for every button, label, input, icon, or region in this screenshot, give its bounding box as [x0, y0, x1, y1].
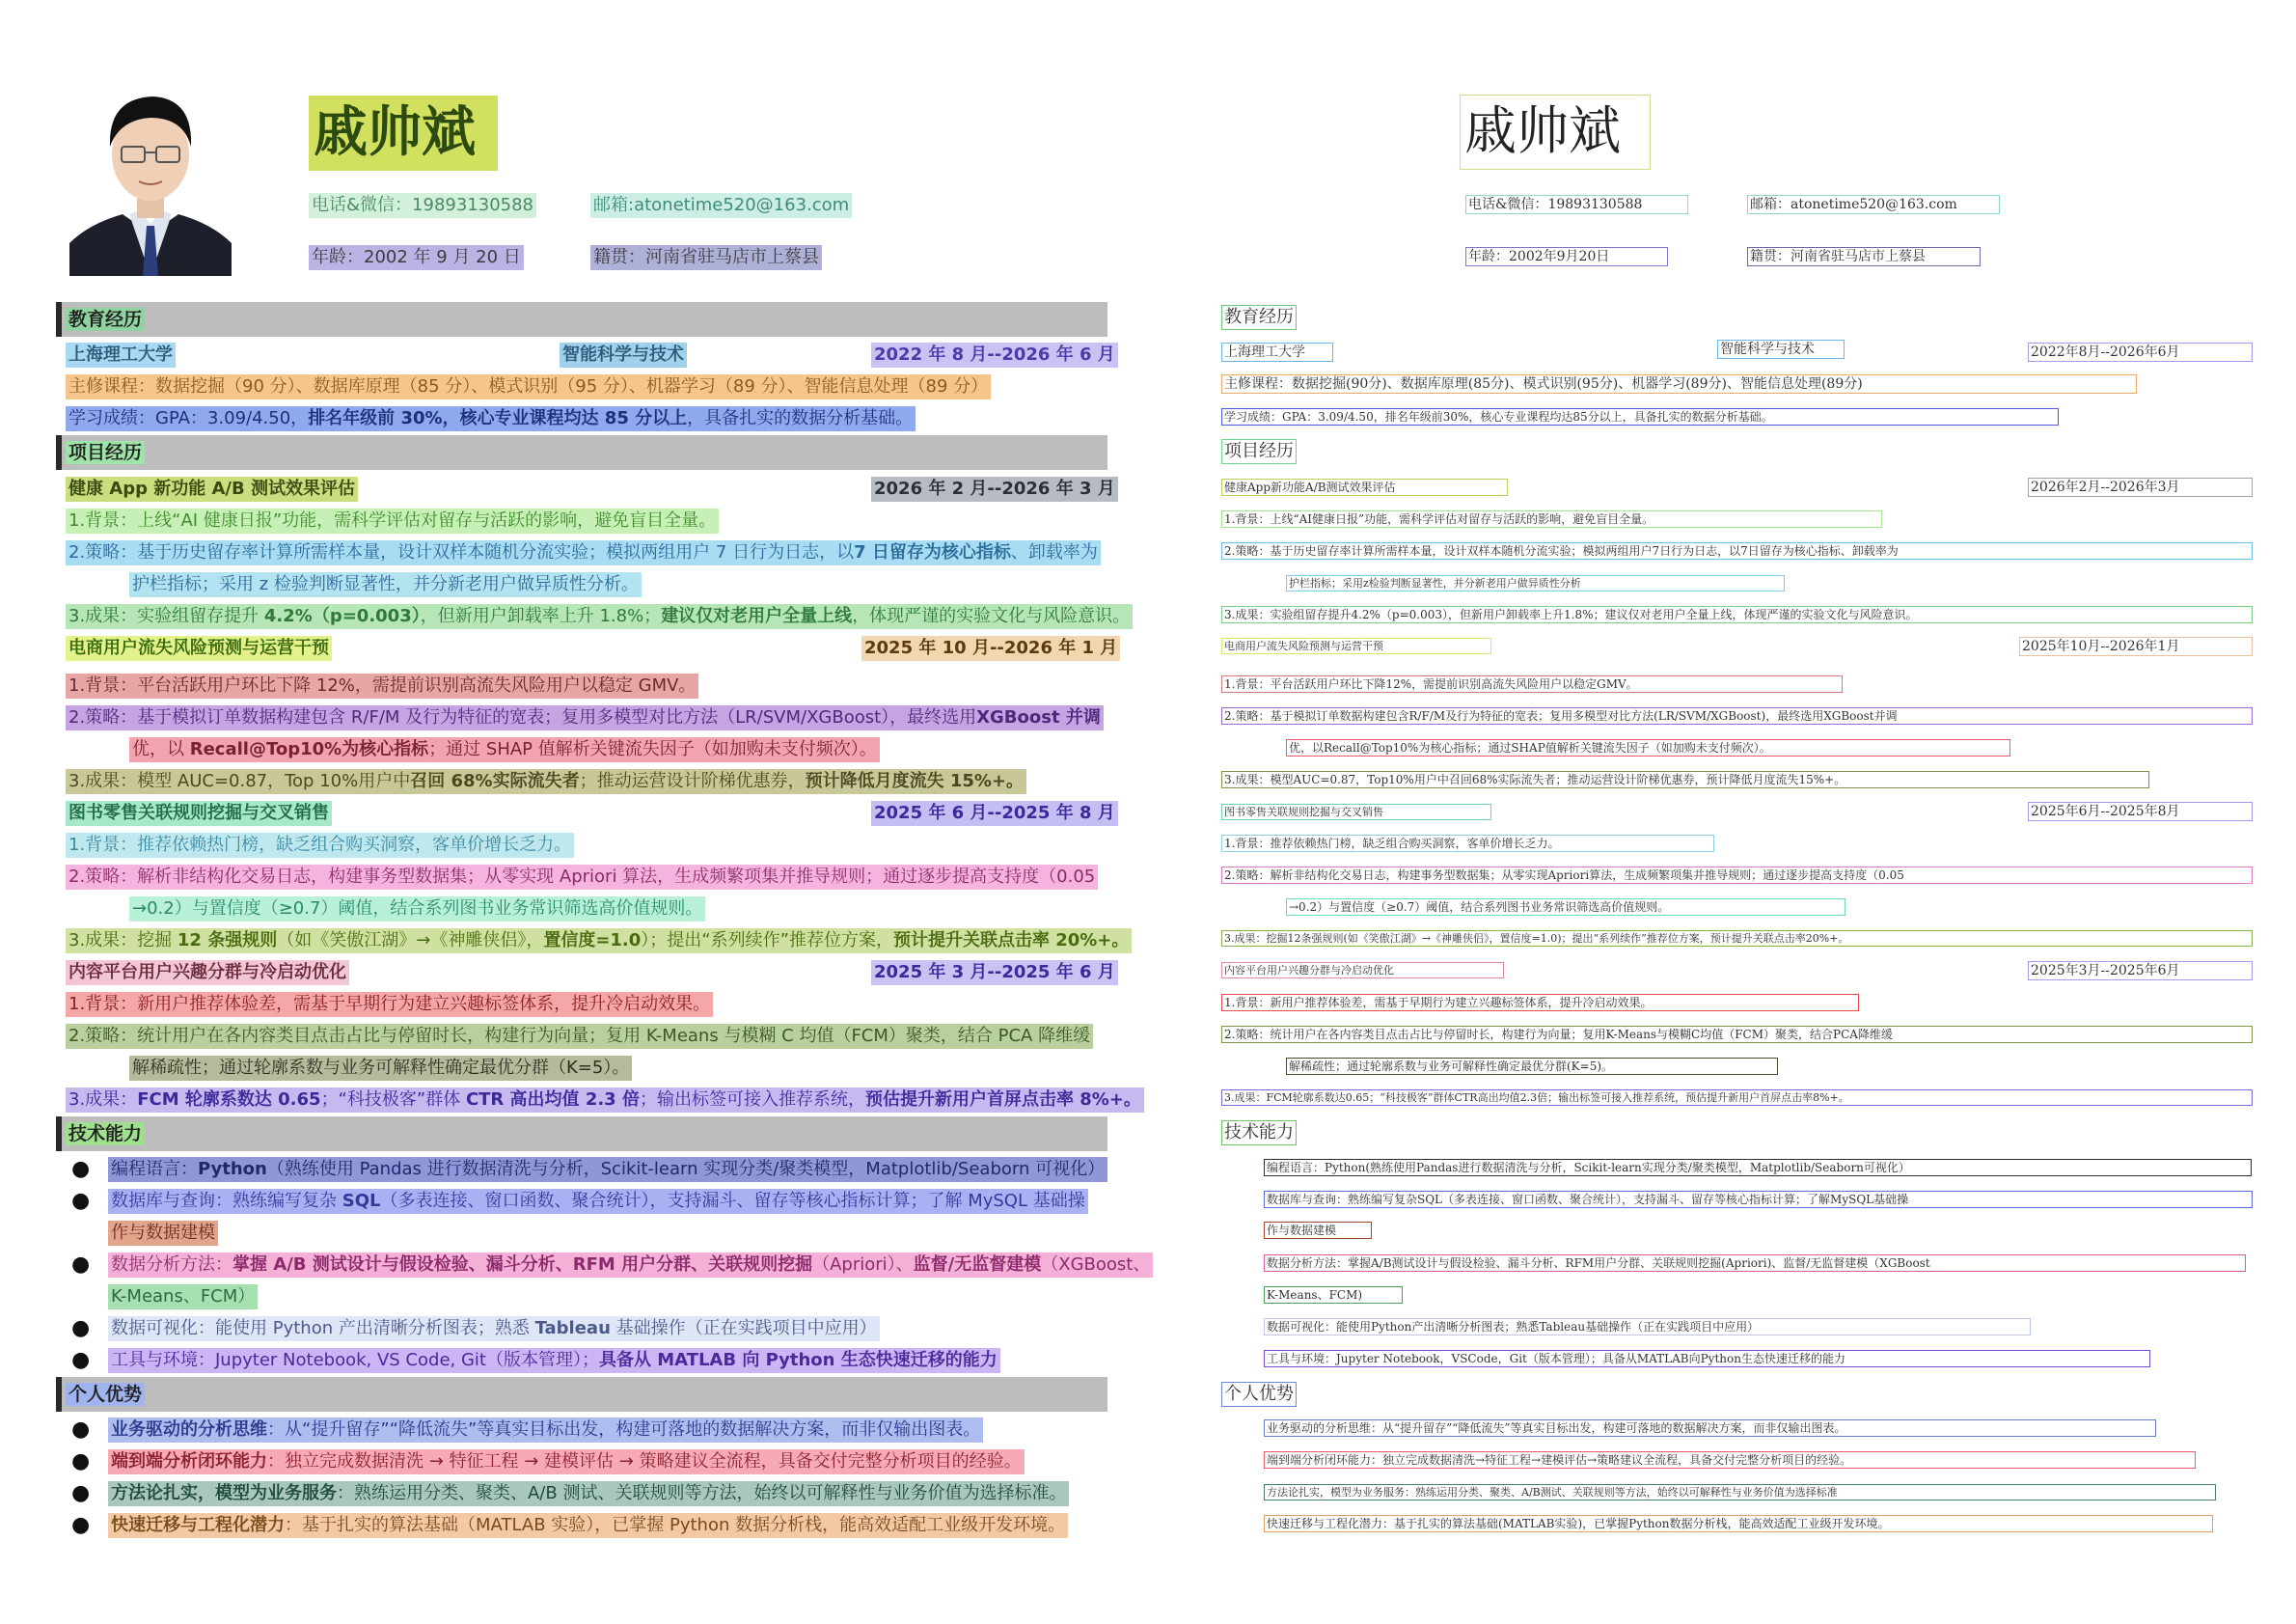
p3-r-b: 12 条强规则 — [177, 930, 278, 950]
right-school: 上海理工大学 — [1221, 343, 1333, 362]
section-title: 项目经历 — [66, 441, 145, 464]
contact-age: 年龄：2002 年 9 月 20 日 — [309, 245, 524, 270]
skill-2-b: SQL — [342, 1191, 381, 1211]
section-bar — [56, 1377, 62, 1412]
right-edu-date: 2022年8月--2026年6月 — [2028, 343, 2253, 362]
p2-r-b: 召回 68%实际流失者 — [410, 771, 580, 791]
adv-1 — [108, 1418, 983, 1443]
right-p4-date: 2025年3月--2025年6月 — [2028, 961, 2253, 980]
right-p2-result: 3.成果：模型AUC=0.87，Top10%用户中召回68%实际流失者；推动运营设计阶梯优惠券，预计降低月度流失15%+。 — [1221, 771, 2149, 788]
right-p3-date: 2025年6月--2025年8月 — [2028, 802, 2253, 821]
p2-s2-c: ；通过 SHAP 值解析关键流失因子（如加购未支付频次）。 — [428, 739, 877, 759]
bullet-icon: ● — [71, 1481, 91, 1505]
right-p4-result: 3.成果：FCM轮廓系数达0.65；“科技极客”群体CTR高出均值2.3倍；输出标签可接入推荐系统，预估提升新用户首屏点击率8%+。 — [1221, 1089, 2253, 1106]
adv-3-b: ：熟练运用分类、聚类、A/B 测试、关联规则等方法，始终以可解释性与业务价值为选择标准。 — [337, 1483, 1067, 1503]
right-adv-2: 端到端分析闭环能力：独立完成数据清洗→特征工程→建模评估→策略建议全流程，具备交付完整分析项目的经验。 — [1264, 1451, 2196, 1469]
adv-3-a: 方法论扎实，模型为业务服务 — [111, 1483, 337, 1503]
section-bar — [56, 302, 62, 337]
p1-r-b: 4.2%（p=0.003） — [263, 606, 421, 626]
p4-r-b: FCM 轮廓系数达 0.65 — [137, 1089, 321, 1110]
right-p2-s-a: 2.策略：基于模拟订单数据构建包含R/F/M及行为特征的宽表；复用多模型对比方法(LR/SVM/XGBoost)，最终选用 — [1224, 709, 1824, 723]
bullet-icon: ● — [71, 1449, 91, 1473]
right-edu-title: 教育经历 — [1221, 305, 1297, 330]
edu-gpa — [66, 406, 916, 431]
skill-5 — [108, 1348, 1000, 1373]
section-title: 教育经历 — [66, 308, 145, 331]
right-p3-name: 图书零售关联规则挖掘与交叉销售 — [1221, 804, 1491, 820]
p1-r-a: 3.成果：实验组留存提升 — [68, 606, 264, 626]
bullet-icon: ● — [71, 1348, 91, 1372]
right-email: 邮箱：atonetime520@163.com — [1747, 195, 2000, 214]
p3-result — [66, 928, 1132, 953]
adv-4-b: ：基于扎实的算法基础（MATLAB 实验），已掌握 Python 数据分析栈，能高效适配工业级开发环境。 — [285, 1515, 1066, 1535]
section-projects — [56, 435, 1107, 470]
right-age: 年龄：2002年9月20日 — [1465, 247, 1668, 266]
p4-r-e: ；输出标签可接入推荐系统， — [639, 1089, 865, 1110]
p3-r-c: （如《笑傲江湖》→《神雕侠侣》， — [277, 930, 544, 950]
right-p4-strategy-2: 解稀疏性；通过轮廓系数与业务可解释性确定最优分群(K=5)。 — [1286, 1058, 1778, 1075]
right-p1-strategy: 2.策略：基于历史留存率计算所需样本量，设计双样本随机分流实验；模拟两组用户7日行为日志，以7日留存为核心指标、卸载率为 — [1221, 542, 2253, 560]
p1-strategy — [66, 540, 1101, 565]
p2-s2-b: Recall@Top10%为核心指标 — [189, 739, 429, 759]
adv-2-b: ：独立完成数据清洗 → 特征工程 → 建模评估 → 策略建议全流程，具备交付完整分析项目的经验。 — [267, 1451, 1022, 1472]
skill-1-b: Python — [198, 1159, 267, 1179]
right-name: 戚帅斌 — [1460, 95, 1651, 170]
adv-2-a: 端到端分析闭环能力 — [111, 1451, 267, 1472]
p1-background: 1.背景：上线“AI 健康日报”功能，需科学评估对留存与活跃的影响，避免盲目全量。 — [66, 509, 719, 534]
section-title: 个人优势 — [66, 1383, 145, 1406]
section-advantages — [56, 1377, 1107, 1412]
p3-background: 1.背景：推荐依赖热门榜，缺乏组合购买洞察，客单价增长乏力。 — [66, 833, 574, 858]
skill-3 — [108, 1252, 1153, 1278]
p3-strategy-2: →0.2）与置信度（≥0.7）阈值，结合系列图书业务常识筛选高价值规则。 — [129, 896, 705, 922]
p4-name: 内容平台用户兴趣分群与冷启动优化 — [66, 960, 349, 985]
right-skill-2: 数据库与查询：熟练编写复杂SQL（多表连接、窗口函数、聚合统计），支持漏斗、留存等核心指标计算；了解MySQL基础操 — [1264, 1191, 2253, 1208]
adv-1-b: ：从“提升留存”“降低流失”等真实目标出发，构建可落地的数据解决方案，而非仅输出图表。 — [267, 1419, 981, 1440]
edu-date: 2022 年 8 月--2026 年 6 月 — [871, 343, 1118, 368]
right-p1-result: 3.成果：实验组留存提升4.2%（p=0.003），但新用户卸载率上升1.8%；建议仅对老用户全量上线，体现严谨的实验文化与风险意识。 — [1221, 606, 2253, 623]
right-p1-date: 2026年2月--2026年3月 — [2028, 478, 2253, 497]
skill-1 — [108, 1157, 1107, 1182]
contact-origin: 籍贯：河南省驻马店市上蔡县 — [590, 245, 822, 270]
right-skill-5: 工具与环境：Jupyter Notebook，VSCode，Git（版本管理）；具备从MATLAB向Python生态快速迁移的能力 — [1264, 1350, 2150, 1367]
section-education — [56, 302, 1107, 337]
edu-major: 智能科学与技术 — [560, 343, 687, 368]
right-p2-bg: 1.背景：平台活跃用户环比下降12%，需提前识别高流失风险用户以稳定GMV。 — [1221, 675, 1843, 693]
p1-name: 健康 App 新功能 A/B 测试效果评估 — [66, 477, 358, 502]
right-p3-strategy: 2.策略：解析非结构化交易日志，构建事务型数据集；从零实现Apriori算法，生成频繁项集并推导规则；通过逐步提高支持度（0.05 — [1221, 867, 2253, 884]
right-adv-4: 快速迁移与工程化潜力：基于扎实的算法基础(MATLAB实验)，已掌握Python数据分析栈，能高效适配工业级开发环境。 — [1264, 1515, 2213, 1532]
right-major: 智能科学与技术 — [1717, 340, 1845, 359]
right-p4-bg: 1.背景：新用户推荐体验差，需基于早期行为建立兴趣标签体系，提升冷启动效果。 — [1221, 994, 1859, 1011]
p4-r-a: 3.成果： — [68, 1089, 138, 1110]
p1-strategy-c: 、卸载率为 — [1010, 542, 1098, 563]
gpa-post: ，具备扎实的数据分析基础。 — [687, 408, 914, 428]
gpa-pre: 学习成绩：GPA：3.09/4.50， — [68, 408, 309, 428]
right-skill-title: 技术能力 — [1221, 1120, 1297, 1145]
right-p3-bg: 1.背景：推荐依赖热门榜，缺乏组合购买洞察，客单价增长乏力。 — [1221, 835, 1714, 852]
avatar — [69, 79, 232, 276]
skill-4-a: 数据可视化：能使用 Python 产出清晰分析图表；熟悉 — [111, 1318, 535, 1338]
p2-date: 2025 年 10 月--2026 年 1 月 — [861, 636, 1120, 661]
p1-strategy-2: 护栏指标；采用 z 检验判断显著性，并分新老用户做异质性分析。 — [129, 572, 642, 597]
skill-1-c: （熟练使用 Pandas 进行数据清洗与分析，Scikit-learn 实现分类/聚类模型，Matplotlib/Seaborn 可视化） — [266, 1159, 1106, 1179]
right-skill-2-cont: 作与数据建模 — [1264, 1222, 1372, 1239]
p1-strategy-a: 2.策略：基于历史留存率计算所需样本量，设计双样本随机分流实验；模拟两组用户 7 日行为日志，以 — [68, 542, 855, 563]
right-p1-name: 健康App新功能A/B测试效果评估 — [1221, 479, 1508, 496]
bullet-icon: ● — [71, 1513, 91, 1537]
right-adv-3: 方法论扎实，模型为业务服务：熟练运用分类、聚类、A/B测试、关联规则等方法，始终以可解释性与业务价值为选择标准 — [1264, 1484, 2216, 1500]
gpa-bold: 排名年级前 30%，核心专业课程均达 85 分以上 — [308, 408, 688, 428]
right-skill-3: 数据分析方法：掌握A/B测试设计与假设检验、漏斗分析、RFM用户分群、关联规则挖掘(Apriori)、监督/无监督建模（XGBoost — [1264, 1254, 2246, 1272]
adv-4-a: 快速迁移与工程化潜力 — [111, 1515, 285, 1535]
right-sk1-a: 编程语言：Python(熟练使用Pandas进行数据清洗与分析，Scikit-learn — [1267, 1161, 1642, 1174]
right-adv-1: 业务驱动的分析思维：从“提升留存”“降低流失”等真实目标出发，构建可落地的数据解决方案，而非仅输出图表。 — [1264, 1419, 2156, 1437]
p3-r-a: 3.成果：挖掘 — [68, 930, 178, 950]
bullet-icon: ● — [71, 1252, 91, 1277]
skill-4 — [108, 1316, 880, 1341]
right-skill-3-cont: K-Means、FCM) — [1264, 1286, 1403, 1304]
right-phone: 电话&微信：19893130588 — [1465, 195, 1688, 214]
adv-1-a: 业务驱动的分析思维 — [111, 1419, 267, 1440]
right-p1-bg: 1.背景：上线“AI健康日报”功能，需科学评估对留存与活跃的影响，避免盲目全量。 — [1221, 510, 1882, 528]
right-p3-strategy-2: →0.2）与置信度（≥0.7）阈值，结合系列图书业务常识筛选高价值规则。 — [1286, 898, 1845, 916]
p2-strategy-b: XGBoost 并调 — [976, 707, 1101, 728]
p4-result — [66, 1087, 1144, 1113]
edu-school: 上海理工大学 — [66, 343, 176, 368]
right-adv-title: 个人优势 — [1221, 1382, 1297, 1407]
skill-2-cont: 作与数据建模 — [108, 1221, 218, 1246]
p4-r-d: CTR 高出均值 2.3 倍 — [465, 1089, 640, 1110]
right-p3-result: 3.成果：挖掘12条强规则(如《笑傲江湖》→《神雕侠侣》，置信度=1.0)；提出“系列续作”推荐位方案，预计提升关联点击率20%+。 — [1221, 930, 2253, 947]
right-proj-title: 项目经历 — [1221, 439, 1297, 464]
right-p2-strategy — [1221, 707, 2253, 725]
adv-2 — [108, 1449, 1025, 1474]
adv-4 — [108, 1513, 1068, 1538]
section-title: 技术能力 — [66, 1122, 145, 1145]
p2-name: 电商用户流失风险预测与运营干预 — [66, 636, 332, 661]
right-p2-name: 电商用户流失风险预测与运营干预 — [1221, 638, 1491, 654]
right-p4-name: 内容平台用户兴趣分群与冷启动优化 — [1221, 962, 1504, 978]
skill-2-a: 数据库与查询：熟练编写复杂 — [111, 1191, 342, 1211]
skill-2-c: （多表连接、窗口函数、聚合统计），支持漏斗、留存等核心指标计算；了解 MySQL 基础操 — [380, 1191, 1085, 1211]
skill-5-a: 工具与环境：Jupyter Notebook, VS Code, Git（版本管理）； — [111, 1350, 599, 1370]
p3-r-f: 预计提升关联点击率 20%+。 — [892, 930, 1130, 950]
right-gpa: 学习成绩：GPA：3.09/4.50，排名年级前30%，核心专业课程均达85分以上，具备扎实的数据分析基础。 — [1221, 408, 2059, 426]
bullet-icon: ● — [71, 1418, 91, 1442]
p4-r-c: ；“科技极客”群体 — [320, 1089, 466, 1110]
p2-r-d: 预计降低月度流失 15%+。 — [805, 771, 1025, 791]
skill-3-c: （Apriori）、 — [812, 1254, 914, 1275]
p2-strategy — [66, 705, 1104, 730]
right-sk1-b: 实现分类/聚类模型，Matplotlib/Seaborn可视化） — [1641, 1161, 1910, 1174]
p2-strategy-2 — [129, 737, 880, 762]
p3-r-d: 置信度=1.0 — [543, 930, 642, 950]
skill-3-e: （XGBoost、 — [1041, 1254, 1151, 1275]
p1-date: 2026 年 2 月--2026 年 3 月 — [871, 477, 1118, 502]
skill-4-c: 基础操作（正在实践项目中应用） — [610, 1318, 877, 1338]
p4-strategy-2: 解稀疏性；通过轮廓系数与业务可解释性确定最优分群（K=5）。 — [129, 1056, 632, 1081]
skill-2 — [108, 1189, 1088, 1214]
right-skill-4: 数据可视化：能使用Python产出清晰分析图表；熟悉Tableau基础操作（正在实践项目中应用） — [1264, 1318, 2031, 1335]
adv-3 — [108, 1481, 1069, 1506]
right-p2-date: 2025年10月--2026年1月 — [2019, 637, 2253, 656]
p1-result — [66, 604, 1133, 629]
skill-5-b: 具备从 MATLAB 向 Python 生态快速迁移的能力 — [598, 1350, 998, 1370]
contact-phone: 电话&微信：19893130588 — [309, 193, 536, 218]
p4-strategy: 2.策略：统计用户在各内容类目点击占比与停留时长，构建行为向量；复用 K-Means 与模糊 C 均值（FCM）聚类，结合 PCA 降维缓 — [66, 1024, 1093, 1049]
skill-1-a: 编程语言： — [111, 1159, 198, 1179]
p1-r-d: 建议仅对老用户全量上线 — [661, 606, 853, 626]
p2-s2-a: 优，以 — [132, 739, 190, 759]
section-bar — [56, 435, 62, 470]
p3-date: 2025 年 6 月--2025 年 8 月 — [871, 801, 1118, 826]
p1-r-c: ，但新用户卸载率上升 1.8%； — [420, 606, 662, 626]
bullet-icon: ● — [71, 1189, 91, 1213]
p2-r-c: ；推动运营设计阶梯优惠券， — [579, 771, 806, 791]
p1-r-e: ，体现严谨的实验文化与风险意识。 — [852, 606, 1131, 626]
bullet-icon: ● — [71, 1316, 91, 1340]
p3-r-e: ）；提出“系列续作”推荐位方案， — [641, 930, 893, 950]
edu-courses: 主修课程：数据挖掘（90 分）、数据库原理（85 分）、模式识别（95 分）、机器学习（89 分）、智能信息处理（89 分） — [66, 374, 991, 399]
skill-3-cont: K-Means、FCM） — [108, 1284, 258, 1309]
p4-background: 1.背景：新用户推荐体验差，需基于早期行为建立兴趣标签体系，提升冷启动效果。 — [66, 992, 713, 1017]
resume-name-text: 戚帅斌 — [314, 101, 476, 164]
p4-r-f: 预估提升新用户首屏点击率 8%+。 — [864, 1089, 1141, 1110]
section-skills — [56, 1116, 1107, 1151]
right-p4-strategy: 2.策略：统计用户在各内容类目点击占比与停留时长，构建行为向量；复用K-Means与模糊C均值（FCM）聚类，结合PCA降维缓 — [1221, 1026, 2253, 1043]
skill-3-b: 掌握 A/B 测试设计与假设检验、漏斗分析、RFM 用户分群、关联规则挖掘 — [232, 1254, 813, 1275]
bullet-icon: ● — [71, 1157, 91, 1181]
right-origin: 籍贯：河南省驻马店市上蔡县 — [1747, 247, 1981, 266]
skill-3-d: 监督/无监督建模 — [913, 1254, 1042, 1275]
right-p2-strategy-2: 优，以Recall@Top10%为核心指标；通过SHAP值解析关键流失因子（如加购未支付频次）。 — [1286, 739, 2010, 757]
p3-strategy: 2.策略：解析非结构化交易日志，构建事务型数据集；从零实现 Apriori 算法，生成频繁项集并推导规则；通过逐步提高支持度（0.05 — [66, 865, 1098, 890]
right-skill-1 — [1264, 1159, 2252, 1176]
p1-strategy-b: 7 日留存为核心指标 — [854, 542, 1011, 563]
right-p2-s-b: XGBoost并调 — [1823, 709, 1898, 723]
p4-date: 2025 年 3 月--2025 年 6 月 — [871, 960, 1118, 985]
right-courses: 主修课程：数据挖掘(90分)、数据库原理(85分)、模式识别(95分)、机器学习(89分)、智能信息处理(89分) — [1221, 374, 2137, 394]
p2-background: 1.背景：平台活跃用户环比下降 12%，需提前识别高流失风险用户以稳定 GMV。 — [66, 674, 698, 699]
p3-name: 图书零售关联规则挖掘与交叉销售 — [66, 801, 332, 826]
contact-email: 邮箱:atonetime520@163.com — [590, 193, 852, 218]
p2-result — [66, 769, 1026, 794]
section-bar — [56, 1116, 62, 1151]
p2-strategy-a: 2.策略：基于模拟订单数据构建包含 R/F/M 及行为特征的宽表；复用多模型对比方法（LR/SVM/XGBoost），最终选用 — [68, 707, 977, 728]
skill-4-b: Tableau — [534, 1318, 611, 1338]
p2-r-a: 3.成果：模型 AUC=0.87，Top 10%用户中 — [68, 771, 411, 791]
right-p1-strategy-2: 护栏指标；采用z检验判断显著性，并分新老用户做异质性分析 — [1286, 575, 1785, 592]
skill-3-a: 数据分析方法： — [111, 1254, 232, 1275]
